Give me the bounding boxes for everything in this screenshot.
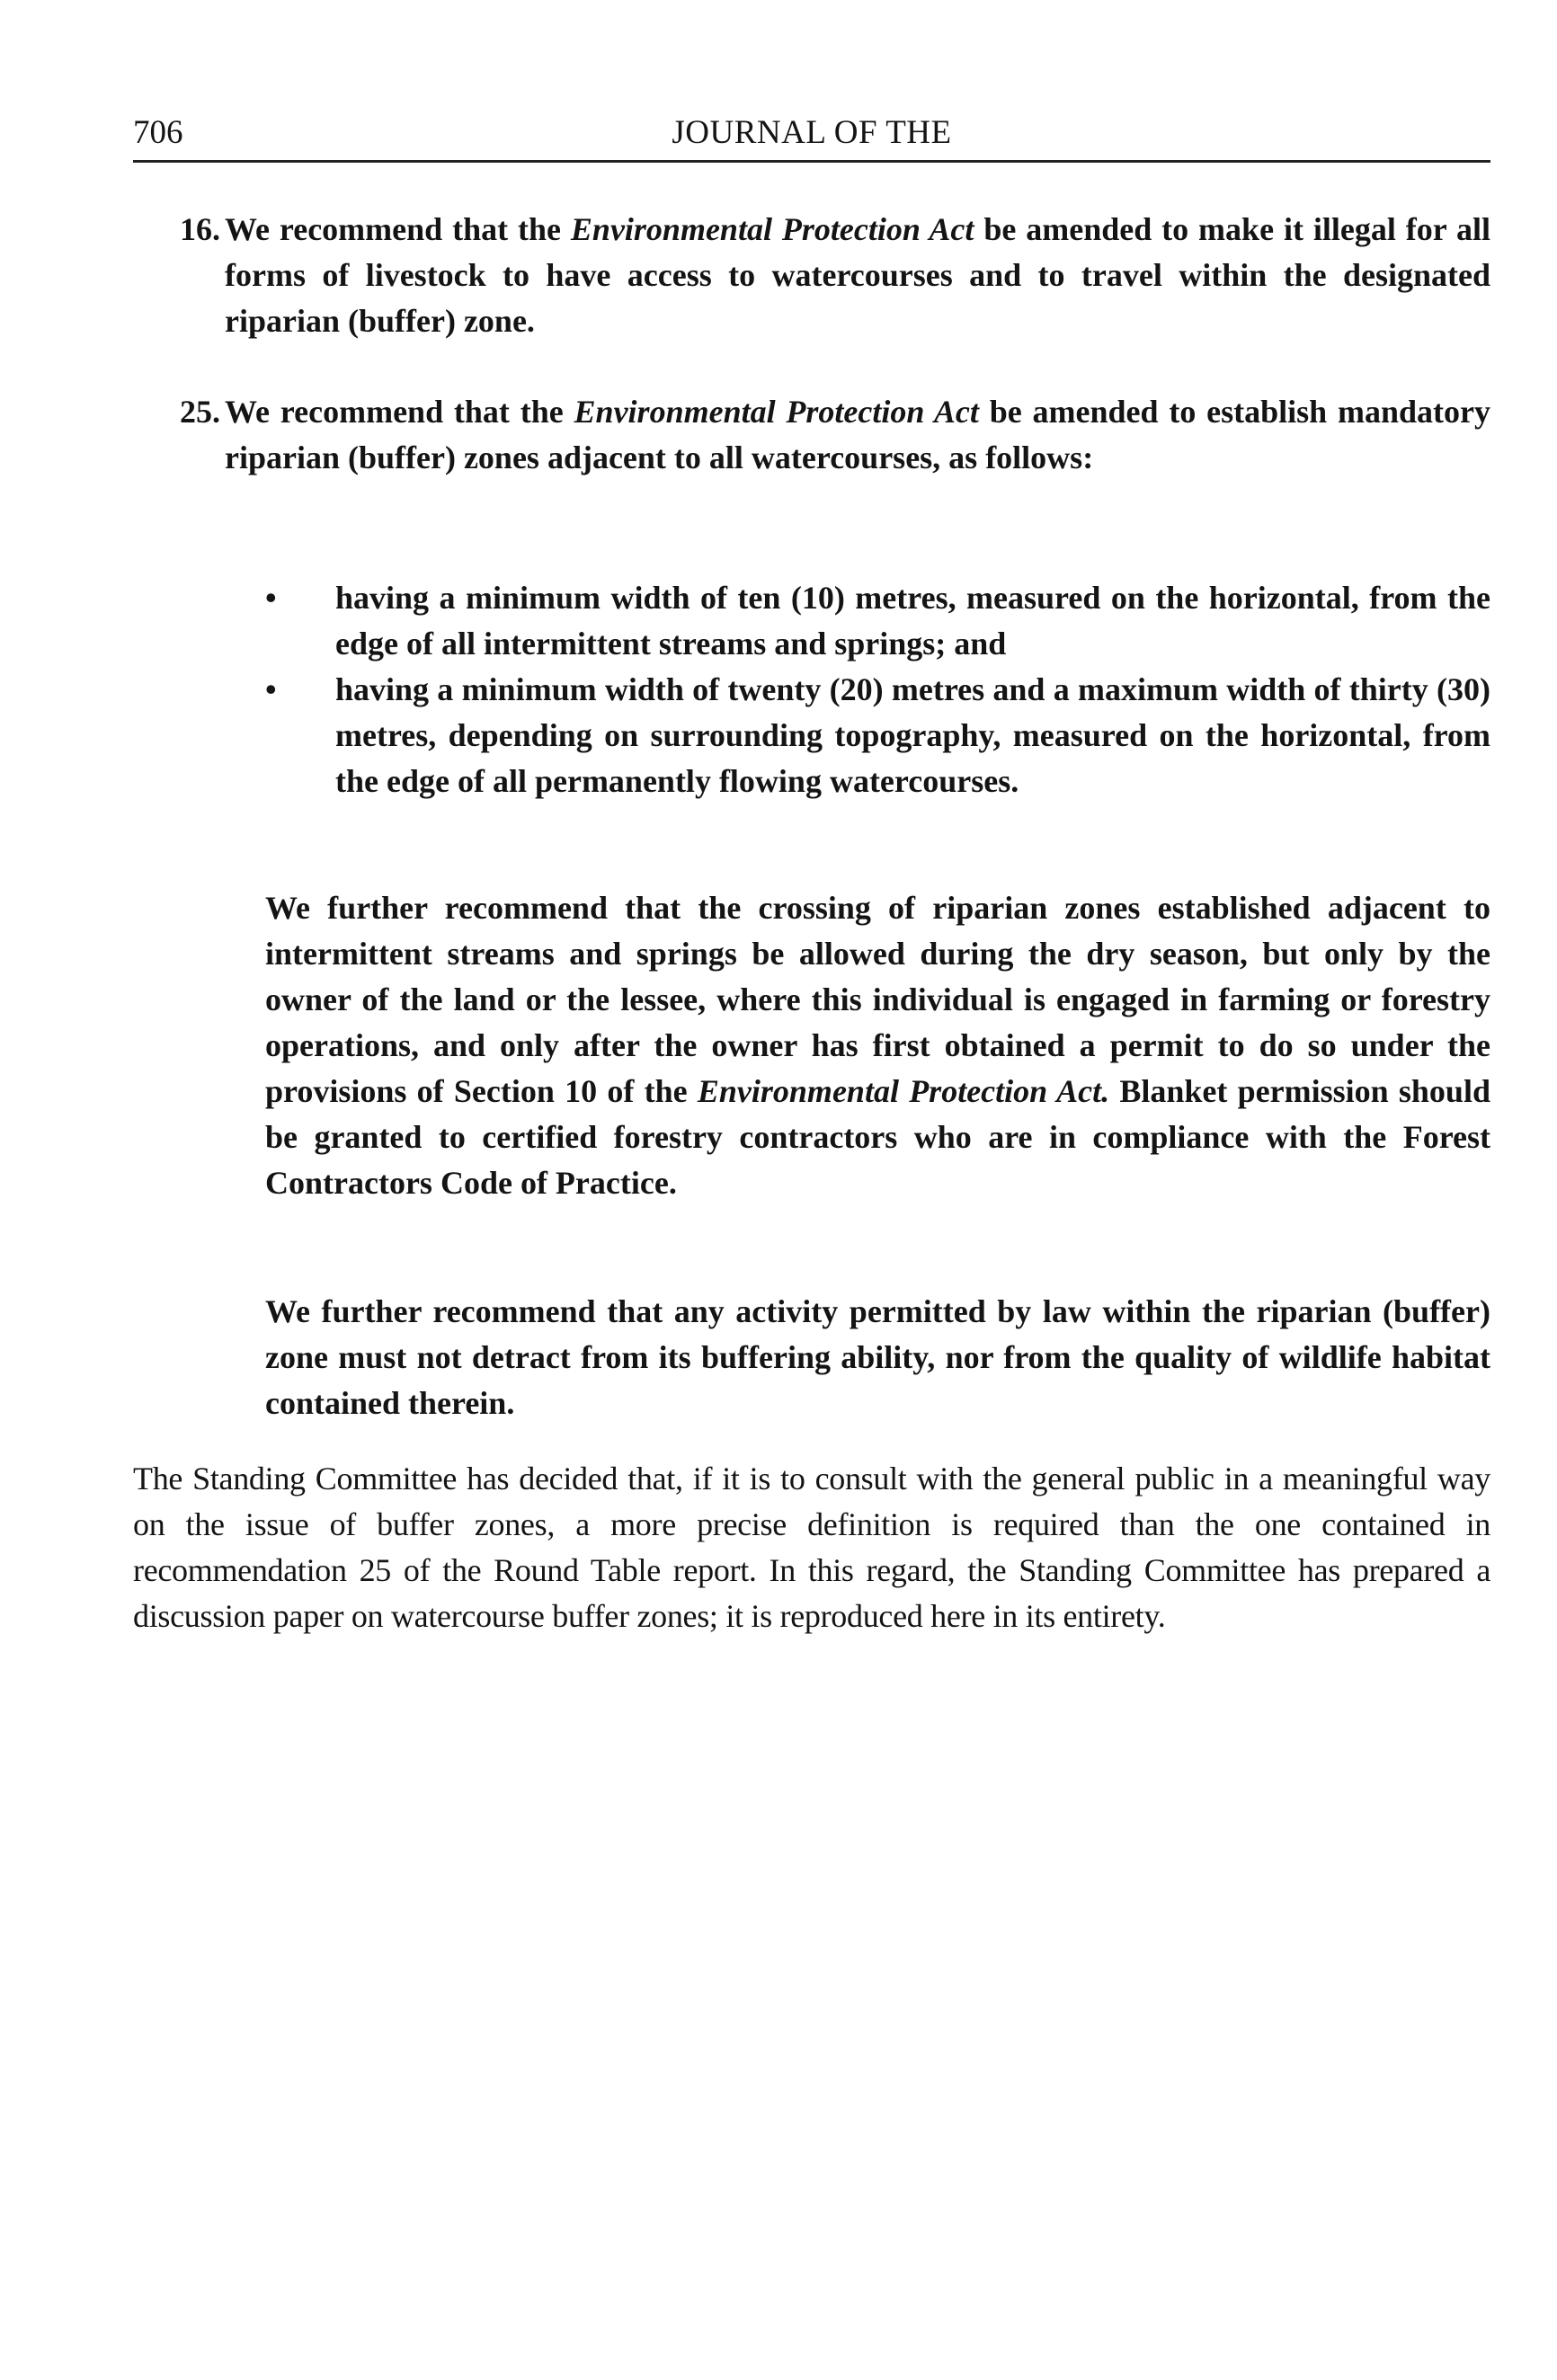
act-title: Environmental Protection Act.: [697, 1073, 1110, 1109]
act-title: Environmental Protection Act: [570, 211, 974, 247]
bullet-icon: •: [265, 671, 277, 707]
further-recommendation-crossing: [265, 885, 1490, 1206]
further-recommendation-activity: [265, 1289, 1490, 1426]
list-item: [265, 667, 1490, 804]
list-item-text: having a minimum width of twenty (20) metres and a maximum width of thirty (30) metres, depending on surrounding topography, measured on the horizontal, from the edge of all permanently flowing watercourses.: [335, 671, 1490, 799]
paragraph-text: Blanket permission should be granted to certified forestry contractors who are in compliance with the Forest Contractors Code of Practice.: [265, 1073, 1490, 1201]
recommendation-text: We recommend that the: [225, 211, 571, 247]
list-item: [265, 575, 1490, 667]
bullet-icon: •: [265, 580, 277, 616]
act-title: Environmental Protection Act: [574, 394, 979, 430]
recommendation-text: We recommend that the: [225, 394, 574, 430]
recommendation-number: 16.: [180, 211, 220, 247]
committee-paragraph: The Standing Committee has decided that, if it is to consult with the general public in a meaningful way on the issue of buffer zones, a more precise definition is required than the one contained in recommendation 25 of the Round Table report. In this regard, the Standing Committee has prepared a discussion paper on watercourse buffer zones; it is reproduced here in its entirety.: [133, 1461, 1490, 1634]
page-header: [133, 106, 1490, 163]
list-item-text: having a minimum width of ten (10) metres, measured on the horizontal, from the edge of all intermittent streams and springs; and: [335, 580, 1490, 662]
running-head: JOURNAL OF THE: [672, 114, 952, 151]
recommendation-text: be amended to establish mandatory riparian (buffer) zones adjacent to all watercourses, as follows:: [225, 394, 1490, 475]
recommendation-text: be amended to make it illegal for all forms of livestock to have access to watercourses and to travel within the designated riparian (buffer) zone.: [225, 211, 1490, 339]
recommendation-16: [180, 207, 1490, 344]
recommendation-25: [180, 389, 1490, 481]
paragraph-text: We further recommend that the crossing of riparian zones established adjacent to intermittent streams and springs be allowed during the dry season, but only by the owner of the land or the lessee, where this individual is engaged in farming or forestry operations, and only after the owner has first obtained a permit to do so under the provisions of Section 10 of the: [265, 890, 1490, 1109]
buffer-zone-list: [265, 575, 1490, 804]
page-number: 706: [133, 114, 183, 151]
recommendation-number: 25.: [180, 394, 220, 430]
paragraph-text: We further recommend that any activity permitted by law within the riparian (buffer) zone must not detract from its buffering ability, nor from the quality of wildlife habitat contained therein.: [265, 1293, 1490, 1421]
